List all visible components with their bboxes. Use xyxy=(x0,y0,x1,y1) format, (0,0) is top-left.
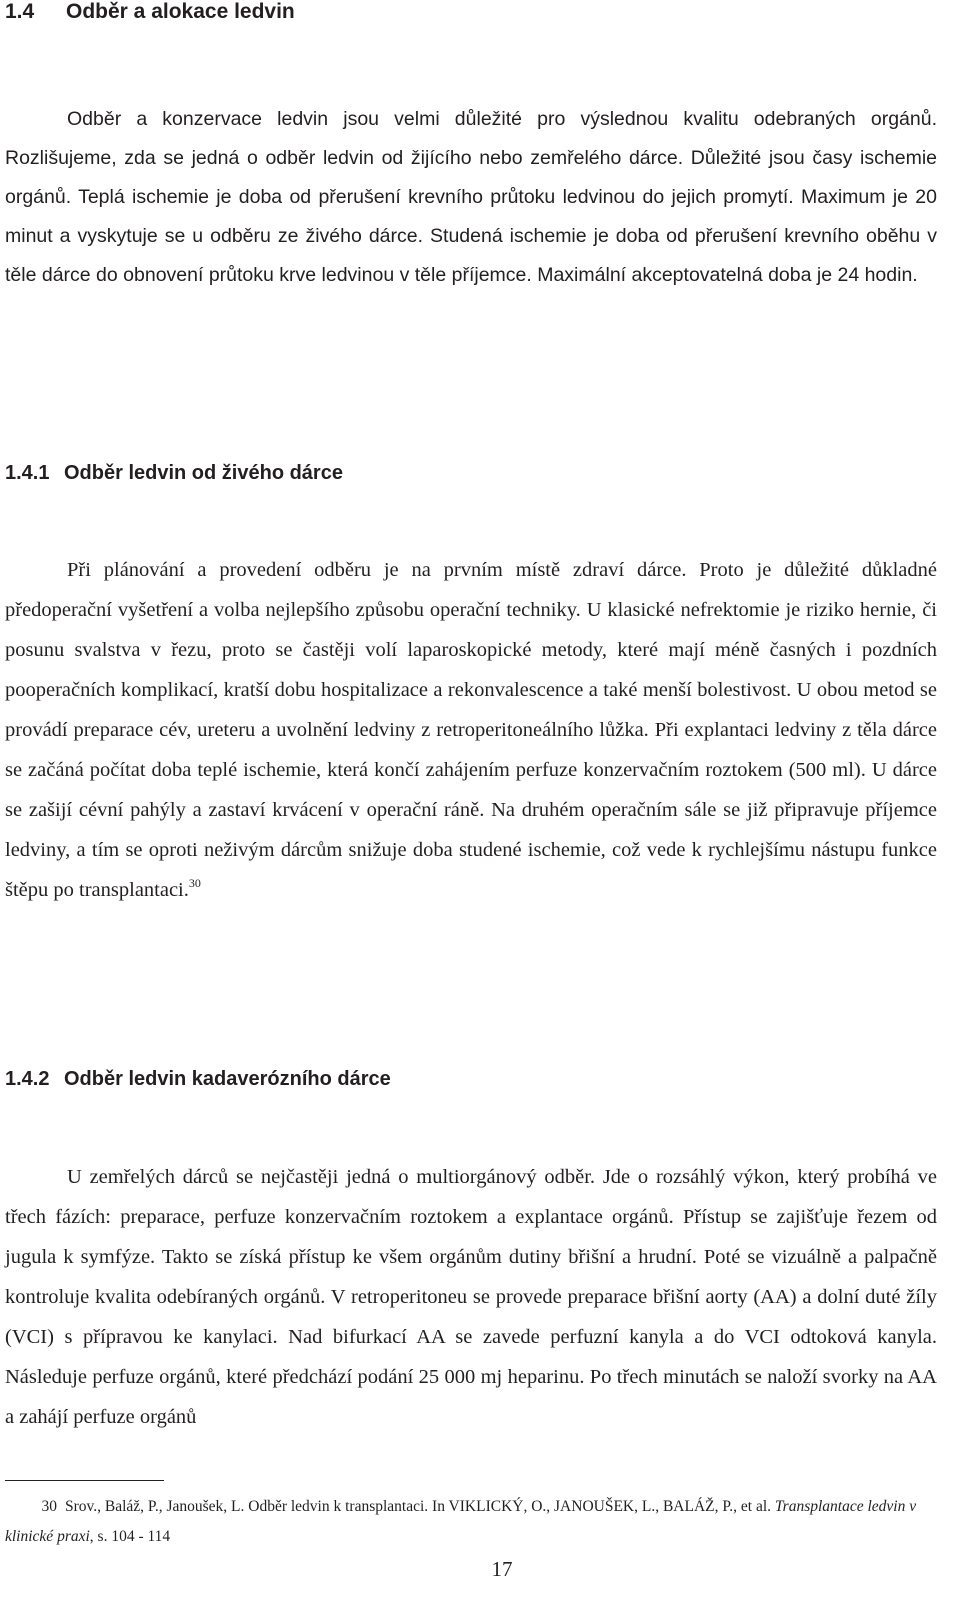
footnote-reference[interactable]: 30 xyxy=(188,876,201,890)
section-heading xyxy=(5,0,295,24)
subsection-2-title: Odběr ledvin kadaverózního dárce xyxy=(64,1068,391,1090)
subsection-2-paragraph-text: U zemřelých dárců se nejčastěji jedná o multiorgánový odběr. Jde o rozsáhlý výkon, který probíhá ve třech fázích: preparace, perfuze konzervačním roztokem a explantace orgánů. Přístup se zajišťuje řezem od jugula k symfýze. Takto se získá přístup ke všem orgánům dutiny břišní a hrudní. Poté se vizuálně a palpačně kontroluje kvalita odebíraných orgánů. V retroperitoneu se provede preparace břišní aorty (AA) a dolní duté žíly (VCI) s přípravou ke kanylaci. Nad bifurkací AA se zavede perfuzní kanyla a do VCI odtoková kanyla. Následuje perfuze orgánů, které předchází podání 25 000 mj heparinu. Po třech minutách se naloží svorky na AA a zahájí perfuze orgánů xyxy=(5,1166,937,1428)
footnote-divider xyxy=(5,1480,164,1481)
footnote-book-title: Transplantace ledvin v klinické praxi xyxy=(5,1498,917,1545)
section-paragraph-text: Odběr a konzervace ledvin jsou velmi důležité pro výslednou kvalitu odebraných orgánů. Rozlišujeme, zda se jedná o odběr ledvin od žijícího nebo zemřelého dárce. Důležité jsou časy ischemie orgánů. Teplá ischemie je doba od přerušení krevního průtoku ledvinou do jejich promytí. Maximum je 20 minut a vyskytuje se u odběru ze živého dárce. Studená ischemie je doba od přerušení krevního oběhu v těle dárce do obnovení průtoku krve ledvinou v těle příjemce. Maximální akceptovatelná doba je 24 hodin. xyxy=(5,108,937,286)
footnote xyxy=(5,1492,940,1552)
subsection-2-paragraph xyxy=(5,1157,937,1437)
section-title: Odběr a alokace ledvin xyxy=(66,0,295,23)
subsection-1-number: 1.4.1 xyxy=(5,462,50,484)
section-number: 1.4 xyxy=(5,0,35,23)
footnote-pages: , s. 104 - 114 xyxy=(89,1528,171,1545)
section-paragraph xyxy=(5,100,937,295)
page-number: 17 xyxy=(491,1557,513,1581)
subsection-2-number: 1.4.2 xyxy=(5,1068,50,1090)
subsection-1-paragraph xyxy=(5,550,937,910)
footnote-number: 30 xyxy=(41,1498,57,1515)
footnote-text: Srov., Baláž, P., Janoušek, L. Odběr ledvin k transplantaci. In VIKLICKÝ, O., JANOUŠEK, L., BALÁŽ, P., et al. xyxy=(65,1498,772,1515)
subsection-1-title: Odběr ledvin od živého dárce xyxy=(64,462,343,484)
subsection-1-paragraph-text: Při plánování a provedení odběru je na prvním místě zdraví dárce. Proto je důležité důkladné předoperační vyšetření a volba nejlepšího způsobu operační techniky. U klasické nefrektomie je riziko hernie, či posunu svalstva v řezu, proto se častěji volí laparoskopické metody, které mají méně časných i pozdních pooperačních komplikací, kratší dobu hospitalizace a rekonvalescence a také menší bolestivost. U obou metod se provádí preparace cév, ureteru a uvolnění ledviny z retroperitoneálního lůžka. Při explantaci ledviny z těla dárce se začáná počítat doba teplé ischemie, která končí zahájením perfuze konzervačním roztokem (500 ml). U dárce se zašijí cévní pahýly a zastaví krvácení v operační ráně. Na druhém operačním sále se již připravuje příjemce ledviny, a tím se oproti neživým dárcům snižuje doba studené ischemie, což vede k rychlejšímu nástupu funkce štěpu po transplantaci. xyxy=(5,559,937,901)
subsection-1-heading xyxy=(5,462,343,485)
subsection-2-heading xyxy=(5,1068,391,1091)
